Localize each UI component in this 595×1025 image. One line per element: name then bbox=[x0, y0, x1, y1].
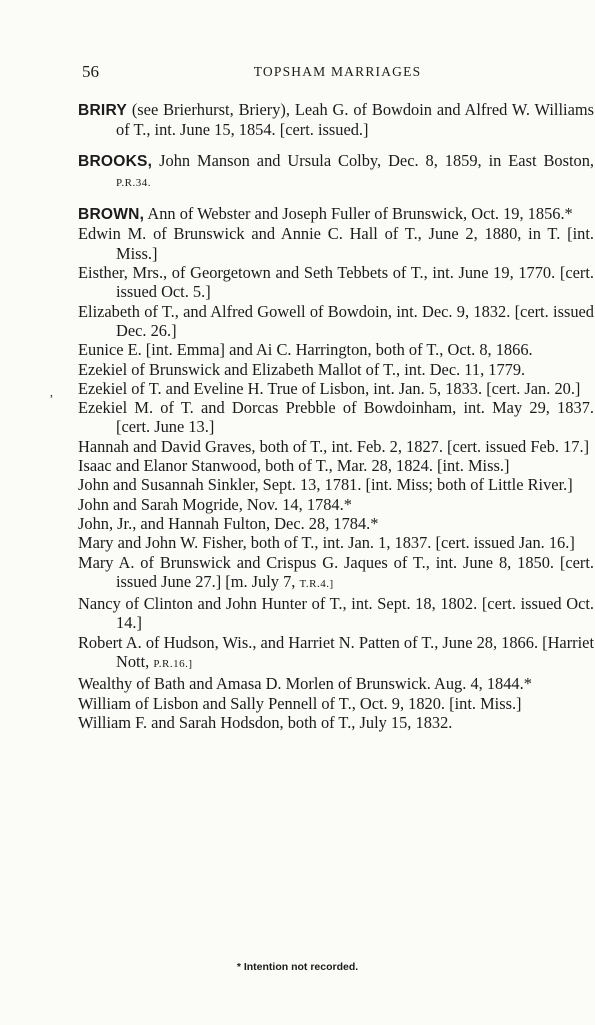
marriage-entries bbox=[78, 100, 594, 732]
entry-text: Ezekiel of T. and Eveline H. True of Lisbon, int. Jan. 5, 1833. [cert. Jan. 20.] bbox=[78, 378, 581, 398]
entry-text: Nancy of Clinton and John Hunter of T., int. Sept. 18, 1802. [cert. issued Oct. 14.] bbox=[78, 594, 594, 633]
entry-edwin bbox=[78, 224, 594, 263]
page-number: 56 bbox=[82, 62, 99, 81]
entry-source: T.R.4.] bbox=[299, 577, 334, 590]
entry-briry bbox=[78, 100, 594, 140]
entry-isaac bbox=[78, 456, 594, 475]
entry-eunice bbox=[78, 340, 594, 359]
entry-text: Ann of Webster and Joseph Fuller of Brunswick, Oct. 19, 1856.* bbox=[144, 204, 573, 224]
entry-source: P.R.34. bbox=[116, 176, 151, 189]
margin-mark: , bbox=[50, 385, 53, 399]
entry-text: Isaac and Elanor Stanwood, both of T., Mar. 28, 1824. [int. Miss.] bbox=[78, 456, 510, 476]
entry-text: Mary A. of Brunswick and Crispus G. Jaques of T., int. June 8, 1850. [cert. issued June 27.] [m. July 7, bbox=[78, 552, 594, 591]
page-header bbox=[82, 62, 585, 84]
entry-text: Elizabeth of T., and Alfred Gowell of Bowdoin, int. Dec. 9, 1832. [cert. issued Dec. 26.] bbox=[78, 301, 594, 340]
entry-william-f bbox=[78, 713, 594, 732]
entry-wealthy bbox=[78, 674, 594, 693]
entry-john-jr bbox=[78, 514, 594, 533]
entry-text: Edwin M. of Brunswick and Annie C. Hall of T., June 2, 1880, in T. [int. Miss.] bbox=[78, 224, 594, 263]
entry-text: Ezekiel M. of T. and Dorcas Prebble of Bowdoinham, int. May 29, 1837. [cert. June 13.] bbox=[78, 398, 594, 437]
entry-eisther bbox=[78, 263, 594, 302]
entry-ezekiel-2 bbox=[78, 379, 594, 398]
entry-text: William F. and Sarah Hodsdon, both of T., July 15, 1832. bbox=[78, 712, 453, 732]
entry-text: John Manson and Ursula Colby, Dec. 8, 1859, in East Boston, bbox=[152, 150, 594, 170]
entry-text: Wealthy of Bath and Amasa D. Morlen of Brunswick. Aug. 4, 1844.* bbox=[78, 674, 532, 694]
entry-robert bbox=[78, 633, 594, 675]
entry-text: John, Jr., and Hannah Fulton, Dec. 28, 1784.* bbox=[78, 513, 379, 533]
entry-text: Robert A. of Hudson, Wis., and Harriet N. Patten of T., June 28, 1866. [Harriet Nott, bbox=[78, 632, 595, 672]
entry-nancy bbox=[78, 594, 594, 633]
footnote: * Intention not recorded. bbox=[236, 961, 359, 973]
entry-surname: BROWN, bbox=[78, 206, 145, 224]
entry-text: Hannah and David Graves, both of T., int. Feb. 2, 1827. [cert. issued Feb. 17.] bbox=[78, 436, 590, 456]
entry-text: Eunice E. [int. Emma] and Ai C. Harrington, both of T., Oct. 8, 1866. bbox=[78, 340, 533, 360]
entry-surname: BRIRY bbox=[78, 102, 127, 119]
entry-mary bbox=[78, 533, 594, 552]
entry-hannah bbox=[78, 437, 594, 456]
entry-text: Mary and John W. Fisher, both of T., int. Jan. 1, 1837. [cert. issued Jan. 16.] bbox=[78, 533, 575, 553]
entry-john-2 bbox=[78, 495, 594, 514]
entry-ezekiel-m bbox=[78, 398, 594, 437]
entry-text: John and Sarah Mogride, Nov. 14, 1784.* bbox=[78, 494, 352, 514]
entry-mary-a bbox=[78, 553, 594, 595]
entry-john-1 bbox=[78, 475, 594, 494]
entry-text: John and Susannah Sinkler, Sept. 13, 1781. [int. Miss; both of Little River.] bbox=[78, 475, 573, 495]
entry-text: William of Lisbon and Sally Pennell of T., Oct. 9, 1820. [int. Miss.] bbox=[78, 693, 522, 713]
entry-william bbox=[78, 694, 594, 713]
entry-surname: BROOKS, bbox=[78, 152, 153, 170]
running-title: TOPSHAM MARRIAGES bbox=[253, 64, 422, 79]
entry-brown bbox=[78, 204, 594, 224]
entry-text: Eisther, Mrs., of Georgetown and Seth Tebbets of T., int. June 19, 1770. [cert. issued Oct. 5.] bbox=[78, 263, 594, 302]
entry-ezekiel-1 bbox=[78, 360, 594, 379]
entry-brooks bbox=[78, 151, 594, 194]
entry-text: (see Brierhurst, Briery), Leah G. of Bowdoin and Alfred W. Williams of T., int. June 15, 1854. [cert. issued.] bbox=[116, 100, 594, 140]
entry-source: P.R.16.] bbox=[153, 658, 193, 671]
entry-elizabeth bbox=[78, 302, 594, 341]
entry-text: Ezekiel of Brunswick and Elizabeth Mallot of T., int. Dec. 11, 1779. bbox=[78, 359, 526, 379]
